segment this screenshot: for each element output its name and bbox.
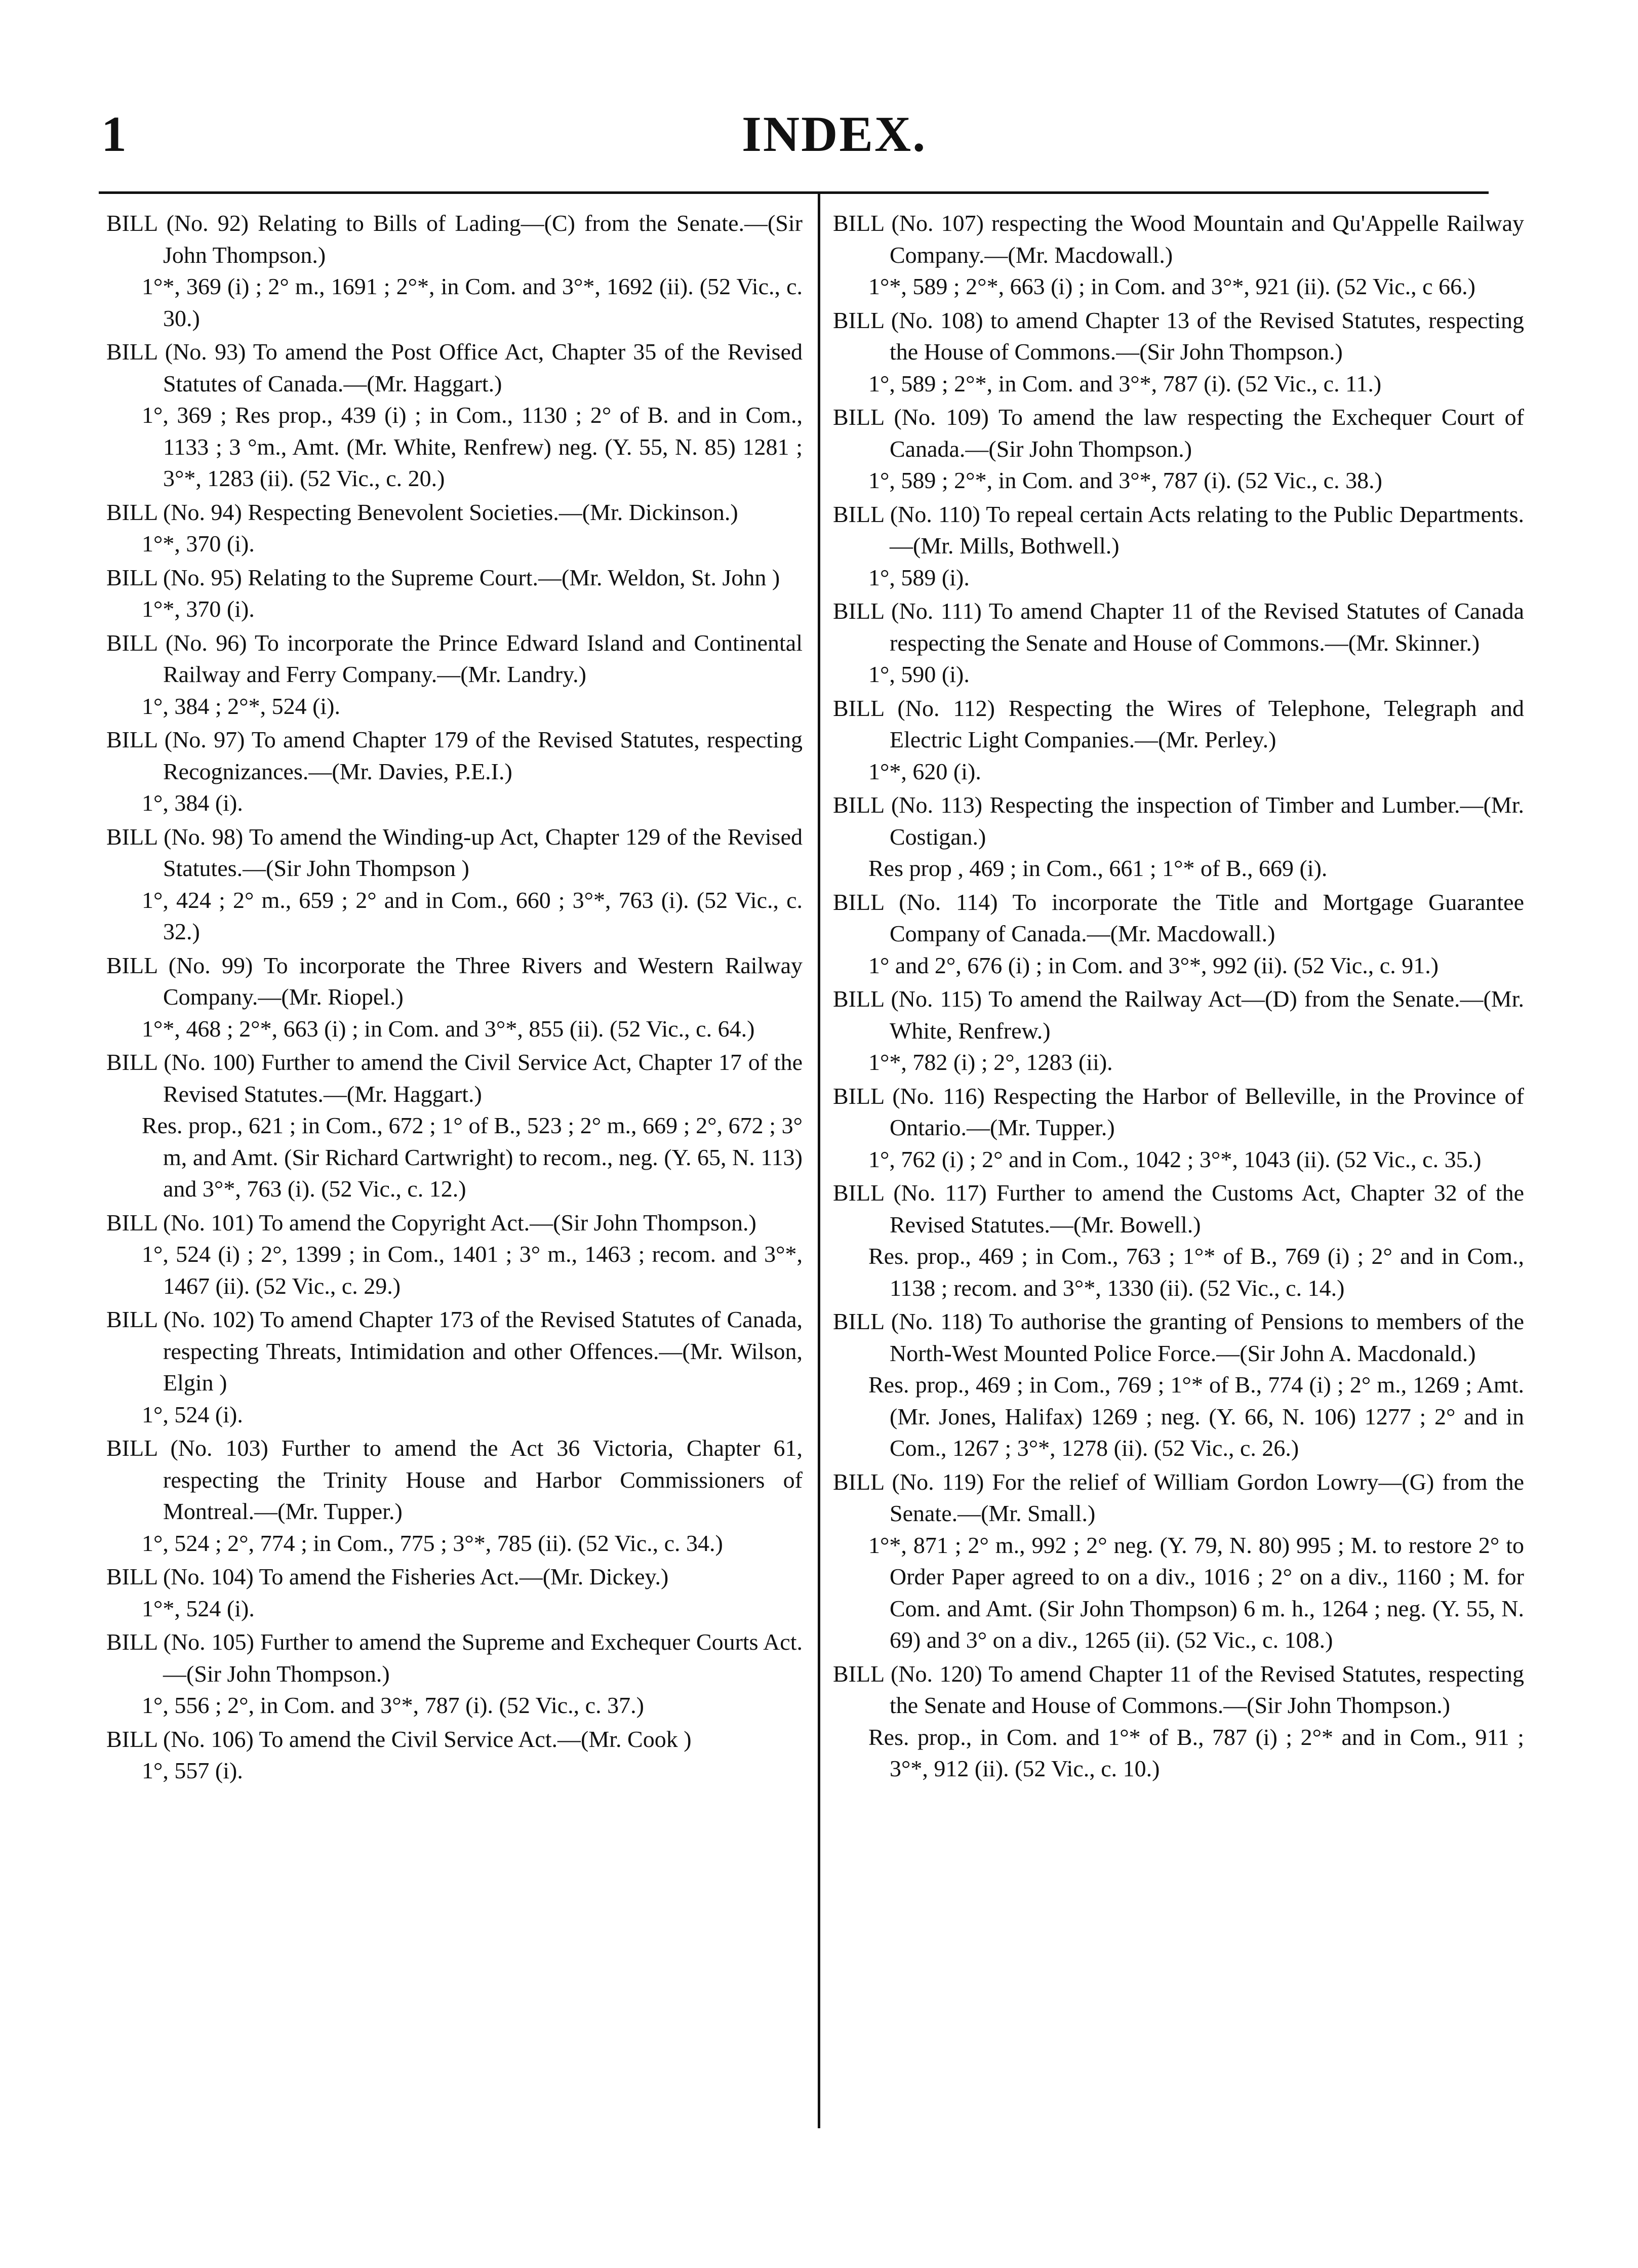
index-entry [106,1433,803,1559]
right-column [833,208,1524,1787]
entry-references: 1°, 384 ; 2°*, 524 (i). [142,693,340,719]
entry-references: 1°, 424 ; 2° m., 659 ; 2° and in Com., 660 ; 3°*, 763 (i). (52 Vic., c. 32.) [142,887,803,944]
entry-heading: BILL (No. 97) To amend Chapter 179 of the Revised Statutes, respecting Recognizances.—(Mr. Davies, P.E.I.) [106,727,803,784]
entry-heading: BILL (No. 111) To amend Chapter 11 of the Revised Statutes of Canada respecting the Senate and House of Commons.—(Mr. Skinner.) [833,598,1524,656]
index-entry [833,1081,1524,1176]
entry-references: 1°*, 369 (i) ; 2° m., 1691 ; 2°*, in Com. and 3°*, 1692 (ii). (52 Vic., c. 30.) [142,273,803,331]
entry-heading: BILL (No. 99) To incorporate the Three Rivers and Western Railway Company.—(Mr. Riopel.) [106,952,803,1010]
index-entry [106,1304,803,1430]
entry-heading: BILL (No. 107) respecting the Wood Mountain and Qu'Appelle Railway Company.—(Mr. Macdowall.) [833,210,1524,268]
index-entry [106,562,803,625]
index-entry [833,887,1524,982]
entry-heading: BILL (No. 114) To incorporate the Title and Mortgage Guarantee Company of Canada.—(Mr. Macdowall.) [833,889,1524,946]
entry-references: 1°, 524 (i). [142,1401,243,1427]
entry-heading: BILL (No. 98) To amend the Winding-up Act, Chapter 129 of the Revised Statutes.—(Sir John Thompson ) [106,823,803,881]
entry-heading: BILL (No. 120) To amend Chapter 11 of the Revised Statutes, respecting the Senate and House of Commons.—(Sir John Thompson.) [833,1660,1524,1718]
index-entry [106,497,803,560]
entry-heading: BILL (No. 110) To repeal certain Acts relating to the Public Departments.—(Mr. Mills, Bothwell.) [833,501,1524,559]
entry-references: 1°, 590 (i). [868,661,970,687]
entry-references: 1°, 557 (i). [142,1758,243,1783]
entry-references: Res. prop., 621 ; in Com., 672 ; 1° of B., 523 ; 2° m., 669 ; 2°, 672 ; 3° m, and Amt. (Sir Richard Cartwright) to recom., neg. (Y. 65, N. 113) and 3°*, 763 (i). (52 Vic., c. 12.) [142,1112,803,1202]
index-entry [833,1177,1524,1304]
entry-references: 1°, 589 (i). [868,564,970,590]
column-divider [818,191,820,2128]
entry-heading: BILL (No. 115) To amend the Railway Act—(D) from the Senate.—(Mr. White, Renfrew.) [833,986,1524,1044]
entry-references: 1°*, 620 (i). [868,758,981,784]
entry-heading: BILL (No. 112) Respecting the Wires of Telephone, Telegraph and Electric Light Companies.—(Mr. Perley.) [833,695,1524,752]
entry-heading: BILL (No. 117) Further to amend the Customs Act, Chapter 32 of the Revised Statutes.—(Mr. Bowell.) [833,1180,1524,1238]
entry-heading: BILL (No. 106) To amend the Civil Service Act.—(Mr. Cook ) [106,1726,692,1752]
entry-heading: BILL (No. 96) To incorporate the Prince Edward Island and Continental Railway and Ferry Company.—(Mr. Landry.) [106,629,803,687]
index-entry [833,1306,1524,1464]
entry-references: 1°, 556 ; 2°, in Com. and 3°*, 787 (i). (52 Vic., c. 37.) [142,1692,644,1718]
entry-heading: BILL (No. 101) To amend the Copyright Act.—(Sir John Thompson.) [106,1209,756,1236]
index-entry [106,1561,803,1624]
entry-references: 1°*, 370 (i). [142,596,255,622]
index-entry [106,821,803,948]
entry-references: 1°*, 782 (i) ; 2°, 1283 (ii). [868,1049,1113,1075]
page-number: 1 [101,106,127,162]
entry-references: 1°*, 589 ; 2°*, 663 (i) ; in Com. and 3°*, 921 (ii). (52 Vic., c 66.) [868,273,1475,299]
index-entry [833,789,1524,885]
index-entry [106,1626,803,1722]
entry-heading: BILL (No. 95) Relating to the Supreme Court.—(Mr. Weldon, St. John ) [106,564,780,590]
index-entry [106,724,803,819]
entry-heading: BILL (No. 104) To amend the Fisheries Act.—(Mr. Dickey.) [106,1564,669,1589]
entry-heading: BILL (No. 119) For the relief of William Gordon Lowry—(G) from the Senate.—(Mr. Small.) [833,1468,1524,1526]
entry-heading: BILL (No. 102) To amend Chapter 173 of the Revised Statutes of Canada, respecting Threats, Intimidation and other Offences.—(Mr. Wilson, Elgin ) [106,1306,803,1396]
index-entry [833,693,1524,788]
entry-heading: BILL (No. 108) to amend Chapter 13 of the Revised Statutes, respecting the House of Commons.—(Sir John Thompson.) [833,307,1524,365]
entry-references: Res. prop., 469 ; in Com., 769 ; 1°* of B., 774 (i) ; 2° m., 1269 ; Amt. (Mr. Jones, Halifax) 1269 ; neg. (Y. 66, N. 106) 1277 ; 2° and in Com., 1267 ; 3°*, 1278 (ii). (52 Vic., c. 26.) [868,1372,1524,1461]
left-column [106,208,803,1789]
entry-heading: BILL (No. 103) Further to amend the Act 36 Victoria, Chapter 61, respecting the Trinity House and Harbor Commissioners of Montreal.—(Mr. Tupper.) [106,1435,803,1524]
index-entry [833,1658,1524,1785]
entry-references: 1°, 762 (i) ; 2° and in Com., 1042 ; 3°*, 1043 (ii). (52 Vic., c. 35.) [868,1146,1482,1172]
index-entry [106,208,803,334]
page-title: INDEX. [742,106,927,162]
entry-heading: BILL (No. 94) Respecting Benevolent Societies.—(Mr. Dickinson.) [106,499,738,525]
entry-references: 1°*, 370 (i). [142,531,255,556]
entry-heading: BILL (No. 109) To amend the law respecting the Exchequer Court of Canada.—(Sir John Thompson.) [833,404,1524,462]
entry-references: 1° and 2°, 676 (i) ; in Com. and 3°*, 992 (ii). (52 Vic., c. 91.) [868,952,1439,978]
entry-heading: BILL (No. 92) Relating to Bills of Lading—(C) from the Senate.—(Sir John Thompson.) [106,210,803,268]
index-entry [106,950,803,1045]
index-entry [833,305,1524,400]
entry-references: 1°, 524 (i) ; 2°, 1399 ; in Com., 1401 ; 3° m., 1463 ; recom. and 3°*, 1467 (ii). (52 Vic., c. 29.) [142,1241,803,1299]
index-entry [106,336,803,495]
entry-references: Res. prop., 469 ; in Com., 763 ; 1°* of B., 769 (i) ; 2° and in Com., 1138 ; recom. and 3°*, 1330 (ii). (52 Vic., c. 14.) [868,1243,1524,1301]
entry-references: 1°, 589 ; 2°*, in Com. and 3°*, 787 (i). (52 Vic., c. 38.) [868,467,1382,493]
index-entry [106,1207,803,1302]
index-entry [833,595,1524,691]
entry-heading: BILL (No. 100) Further to amend the Civil Service Act, Chapter 17 of the Revised Statutes.—(Mr. Haggart.) [106,1049,803,1107]
entry-heading: BILL (No. 113) Respecting the inspection of Timber and Lumber.—(Mr. Costigan.) [833,792,1524,850]
entry-references: 1°*, 871 ; 2° m., 992 ; 2° neg. (Y. 79, N. 80) 995 ; M. to restore 2° to Order Paper agreed to on a div., 1016 ; 2° on a div., 1160 ; M. for Com. and Amt. (Sir John Thompson) 6 m. h., 1264 ; neg. (Y. 55, N. 69) and 3° on a div., 1265 (ii). (52 Vic., c. 108.) [868,1532,1524,1653]
index-entry [833,983,1524,1079]
index-entry [833,208,1524,303]
index-entry [106,1724,803,1787]
entry-references: 1°*, 524 (i). [142,1595,255,1621]
entry-references: 1°, 384 (i). [142,790,243,816]
index-entry [106,627,803,723]
index-entry [106,1047,803,1205]
entry-references: 1°, 524 ; 2°, 774 ; in Com., 775 ; 3°*, 785 (ii). (52 Vic., c. 34.) [142,1530,723,1556]
entry-heading: BILL (No. 116) Respecting the Harbor of Belleville, in the Province of Ontario.—(Mr. Tupper.) [833,1083,1524,1140]
entry-heading: BILL (No. 93) To amend the Post Office Act, Chapter 35 of the Revised Statutes of Canada.—(Mr. Haggart.) [106,339,803,396]
index-entry [833,1466,1524,1656]
index-entry [833,499,1524,594]
entry-references: 1°, 589 ; 2°*, in Com. and 3°*, 787 (i). (52 Vic., c. 11.) [868,370,1382,396]
entry-references: 1°, 369 ; Res prop., 439 (i) ; in Com., 1130 ; 2° of B. and in Com., 1133 ; 3 °m., Amt. (Mr. White, Renfrew) neg. (Y. 55, N. 85) 1281 ; 3°*, 1283 (ii). (52 Vic., c. 20.) [142,402,803,491]
entry-heading: BILL (No. 105) Further to amend the Supreme and Exchequer Courts Act.—(Sir John Thompson.) [106,1629,803,1687]
entry-heading: BILL (No. 118) To authorise the granting of Pensions to members of the North-West Mounted Police Force.—(Sir John A. Macdonald.) [833,1308,1524,1366]
entry-references: Res. prop., in Com. and 1°* of B., 787 (i) ; 2°* and in Com., 911 ; 3°*, 912 (ii). (52 Vic., c. 10.) [868,1724,1524,1781]
index-entry [833,402,1524,497]
entry-references: 1°*, 468 ; 2°*, 663 (i) ; in Com. and 3°*, 855 (ii). (52 Vic., c. 64.) [142,1015,755,1042]
entry-references: Res prop , 469 ; in Com., 661 ; 1°* of B., 669 (i). [868,855,1328,881]
header-rule [99,191,1489,194]
